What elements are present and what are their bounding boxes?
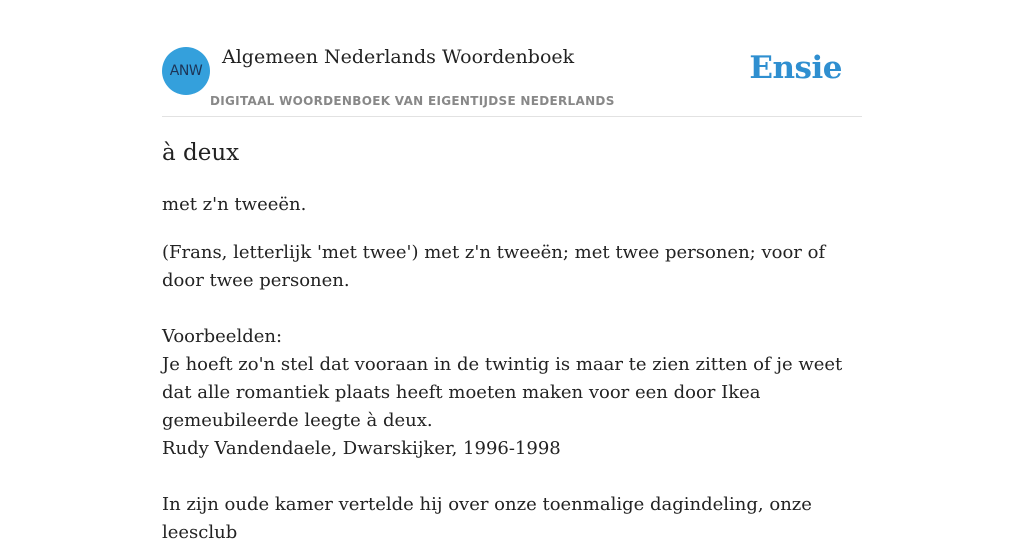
site-title[interactable]: Algemeen Nederlands Woordenboek [222,46,575,68]
site-header [162,0,862,117]
logo-text: ANW [169,63,203,79]
full-definition: (Frans, letterlijk 'met twee') met z'n tweeën; met twee personen; voor of door twee personen. [162,242,826,291]
spacer [162,295,862,323]
short-definition: met z'n tweeën. [162,194,307,215]
example-quote: Je hoeft zo'n stel dat vooraan in de twintig is maar te zien zitten of je weet dat alle romantiek plaats heeft moeten maken voor een door Ikea gemeubileerde leegte à deux. [162,354,843,431]
ensie-brand-link[interactable]: Ensie [749,50,842,86]
page-container [162,0,862,543]
entry-headword: à deux [162,140,240,166]
spacer [162,463,862,491]
examples-label: Voorbeelden: [162,326,283,347]
anw-logo[interactable] [162,47,210,95]
entry-body [162,239,862,547]
example-source: Rudy Vandendaele, Dwarskijker, 1996-1998 [162,438,561,459]
example-quote: In zijn oude kamer vertelde hij over onze toenmalige dagindeling, onze leesclub [162,494,812,543]
site-subtitle: DIGITAAL WOORDENBOEK VAN EIGENTIJDSE NEDERLANDS [210,94,615,108]
